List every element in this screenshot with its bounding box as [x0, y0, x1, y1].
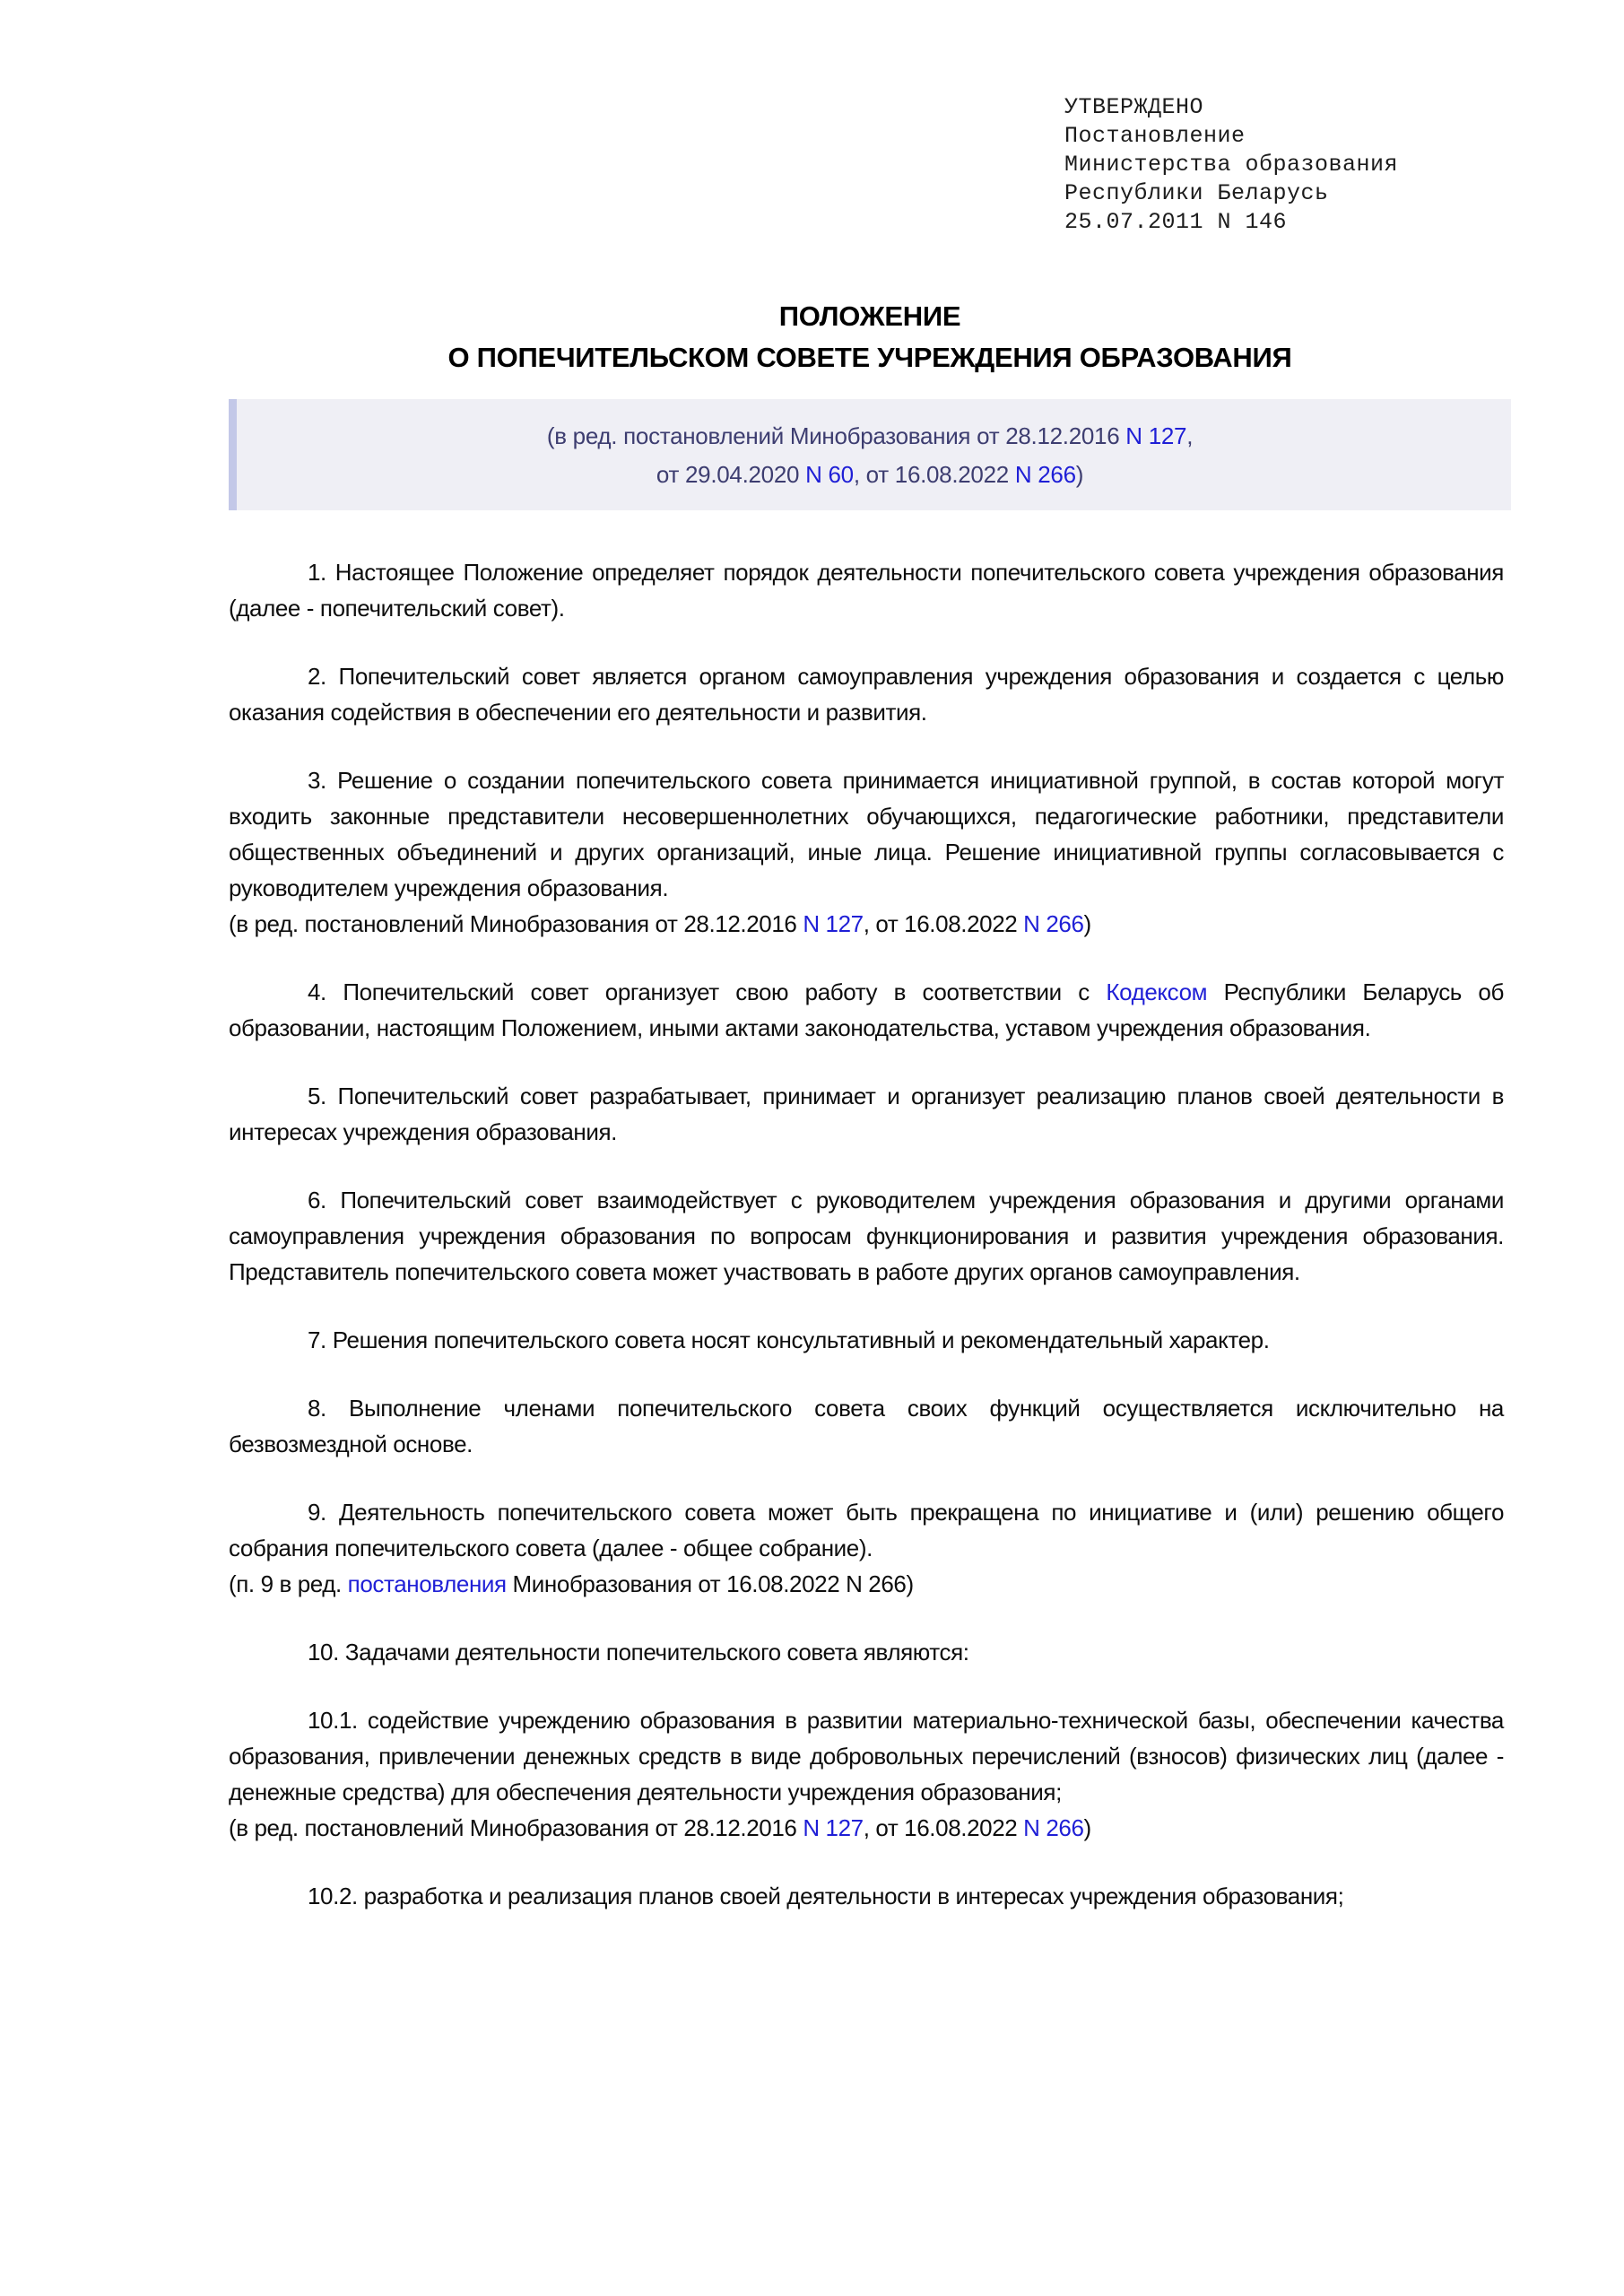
document-title-line1: ПОЛОЖЕНИЕ [778, 300, 961, 332]
approval-line: 25.07.2011 N 146 [1064, 209, 1288, 235]
body-paragraph: 4. Попечительский совет организует свою работу в соответствии с Кодексом Республики Беларусь об образовании, настоящим Положением, иными актами законодательства, уставом учреждения образования. [229, 978, 1504, 1041]
body-paragraph: 5. Попечительский совет разрабатывает, принимает и организует реализацию планов своей деятельности в интересах учреждения образования. [229, 1083, 1504, 1145]
body-paragraph: 10.2. разработка и реализация планов своей деятельности в интересах учреждения образования; [308, 1883, 1344, 1909]
body-paragraph: 2. Попечительский совет является органом самоуправления учреждения образования и создается с целью оказания содействия в обеспечении его деятельности и развития. [229, 663, 1504, 726]
document-body [229, 522, 1504, 1914]
inline-link[interactable]: N 266 [1014, 461, 1076, 488]
inline-link[interactable]: N 127 [1125, 422, 1187, 449]
approval-line: Постановление [1064, 123, 1246, 149]
approval-stamp [1064, 93, 1398, 237]
body-paragraph: 9. Деятельность попечительского совета может быть прекращена по инициативе и (или) решению общего собрания попечительского совета (далее - общее собрание). [229, 1499, 1504, 1561]
body-paragraph: 10. Задачами деятельности попечительского совета являются: [308, 1639, 969, 1665]
amendment-box-line: от 29.04.2020 N 60, от 16.08.2022 N 266) [656, 461, 1084, 488]
inline-link[interactable]: N 60 [805, 461, 854, 488]
body-paragraph: 8. Выполнение членами попечительского совета своих функций осуществляется исключительно на безвозмездной основе. [229, 1395, 1504, 1457]
inline-link[interactable]: N 127 [803, 1814, 864, 1841]
amendment-note: (в ред. постановлений Минобразования от 28.12.2016 N 127, от 16.08.2022 N 266) [229, 1814, 1091, 1841]
amendment-box [229, 399, 1511, 510]
body-paragraph: 1. Настоящее Положение определяет порядок деятельности попечительского совета учреждения образования (далее - попечительский совет). [229, 559, 1504, 622]
amendment-note: (в ред. постановлений Минобразования от 28.12.2016 N 127, от 16.08.2022 N 266) [229, 910, 1091, 937]
amendment-note: (п. 9 в ред. постановления Минобразования от 16.08.2022 N 266) [229, 1570, 914, 1597]
amendment-box-accent-bar [229, 399, 237, 510]
inline-link[interactable]: N 266 [1023, 1814, 1084, 1841]
body-paragraph: 10.1. содействие учреждению образования в развитии материально-технической базы, обеспечении качества образования, привлечении денежных средств в виде добровольных перечислений (взносов) физических лиц (далее - денежные средства) для обеспечения деятельности учреждения образования; [229, 1707, 1504, 1805]
body-paragraph: 3. Решение о создании попечительского совета принимается инициативной группой, в состав которой могут входить законные представители несовершеннолетних обучающихся, педагогические работники, представители общественных объединений и других организаций, иные лица. Решение инициативной группы согласовывается с руководителем учреждения образования. [229, 767, 1504, 901]
inline-link[interactable]: N 266 [1023, 910, 1084, 937]
inline-link[interactable]: N 127 [803, 910, 864, 937]
document-title-line2: О ПОПЕЧИТЕЛЬСКОМ СОВЕТЕ УЧРЕЖДЕНИЯ ОБРАЗОВАНИЯ [447, 342, 1292, 373]
approval-line: Республики Беларусь [1064, 180, 1329, 206]
approval-line: УТВЕРЖДЕНО [1064, 94, 1204, 120]
approval-line: Министерства образования [1064, 152, 1399, 178]
inline-link[interactable]: Кодексом [1106, 978, 1208, 1005]
document-title [229, 296, 1511, 378]
body-paragraph: 6. Попечительский совет взаимодействует с руководителем учреждения образования и другими органами самоуправления учреждения образования по вопросам функционирования и развития учреждения образования. Представитель попечительского совета может участвовать в работе других органов самоуправления. [229, 1187, 1504, 1285]
inline-link[interactable]: постановления [347, 1570, 507, 1597]
body-paragraph: 7. Решения попечительского совета носят консультативный и рекомендательный характер. [308, 1326, 1270, 1353]
amendment-box-line: (в ред. постановлений Минобразования от 28.12.2016 N 127, [546, 422, 1194, 449]
